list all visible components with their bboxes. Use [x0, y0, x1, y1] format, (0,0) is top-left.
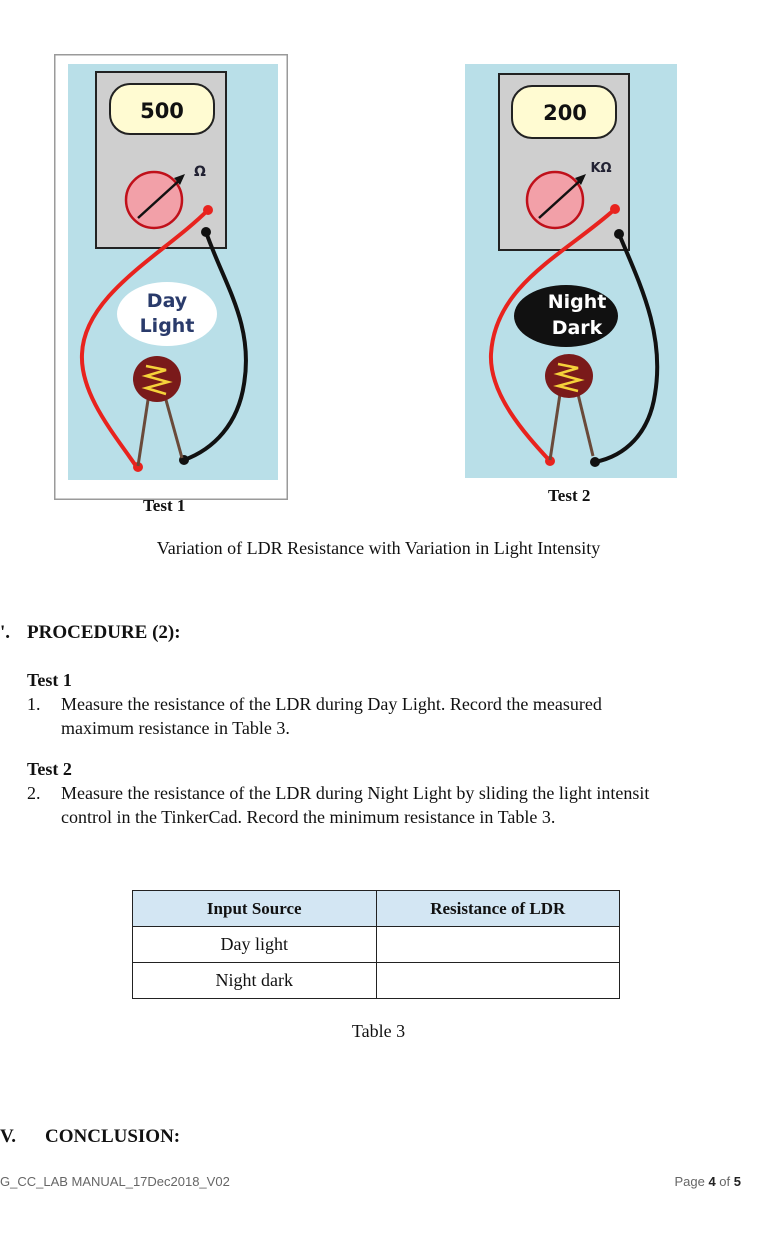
footer-page-total: 5: [733, 1174, 741, 1189]
table-3: [132, 890, 620, 999]
footer-page-mid: of: [715, 1174, 734, 1189]
test2-illustration: [465, 64, 677, 480]
procedure-test1-title: Test 1: [27, 670, 72, 690]
test1-light-label-line1: Day: [146, 290, 188, 312]
procedure-heading-prefix: '.: [0, 622, 11, 643]
table-cell-resistance[interactable]: [376, 927, 620, 963]
procedure-step-1-line2: maximum resistance in Table 3.: [61, 718, 290, 738]
figure-caption: Variation of LDR Resistance with Variation in Light Intensity: [156, 538, 601, 558]
footer-page-prefix: Page: [674, 1174, 709, 1189]
footer-page-current: 4: [708, 1174, 716, 1189]
test2-display-value: 200: [543, 101, 587, 125]
table-cell-input-source: Day light: [133, 927, 377, 963]
procedure-test2-title: Test 2: [27, 759, 72, 779]
test1-display-value: 500: [140, 99, 184, 123]
test2-caption: Test 2: [548, 486, 591, 505]
conclusion-heading: [0, 1126, 181, 1148]
table-header-resistance: Resistance of LDR: [376, 891, 620, 927]
procedure-step-1-number: 1.: [27, 694, 41, 714]
procedure-step-2-line2: control in the TinkerCad. Record the minimum resistance in Table 3.: [61, 807, 556, 827]
footer-doc-id: G_CC_LAB MANUAL_17Dec2018_V02: [0, 1174, 230, 1189]
table-header-row: [133, 891, 620, 927]
procedure-heading-text: PROCEDURE (2):: [27, 622, 181, 643]
procedure-step-2-number: 2.: [27, 783, 41, 803]
table-row: [133, 927, 620, 963]
test1-caption: Test 1: [143, 496, 186, 515]
test2-unit-label: KΩ: [590, 161, 612, 176]
table-row: [133, 963, 620, 999]
test1-figure: [54, 54, 288, 500]
test2-figure: [465, 64, 677, 480]
footer-page-number: [674, 1174, 741, 1189]
conclusion-heading-prefix: V.: [0, 1126, 17, 1147]
test1-illustration: [54, 54, 288, 500]
conclusion-heading-text: CONCLUSION:: [45, 1126, 181, 1147]
table-header-input-source: Input Source: [133, 891, 377, 927]
table-caption: Table 3: [351, 1021, 406, 1041]
test2-light-label-line2: Dark: [551, 317, 603, 339]
test1-unit-label: Ω: [194, 164, 206, 180]
table-cell-resistance[interactable]: [376, 963, 620, 999]
test2-light-label-line1: Night: [547, 291, 607, 313]
procedure-step-1-line1: Measure the resistance of the LDR during Day Light. Record the measured: [61, 694, 602, 714]
procedure-step-2-line1: Measure the resistance of the LDR during Night Light by sliding the light intensit: [61, 783, 650, 803]
test1-light-label-line2: Light: [139, 315, 195, 337]
table-cell-input-source: Night dark: [133, 963, 377, 999]
procedure-heading: [0, 622, 181, 644]
